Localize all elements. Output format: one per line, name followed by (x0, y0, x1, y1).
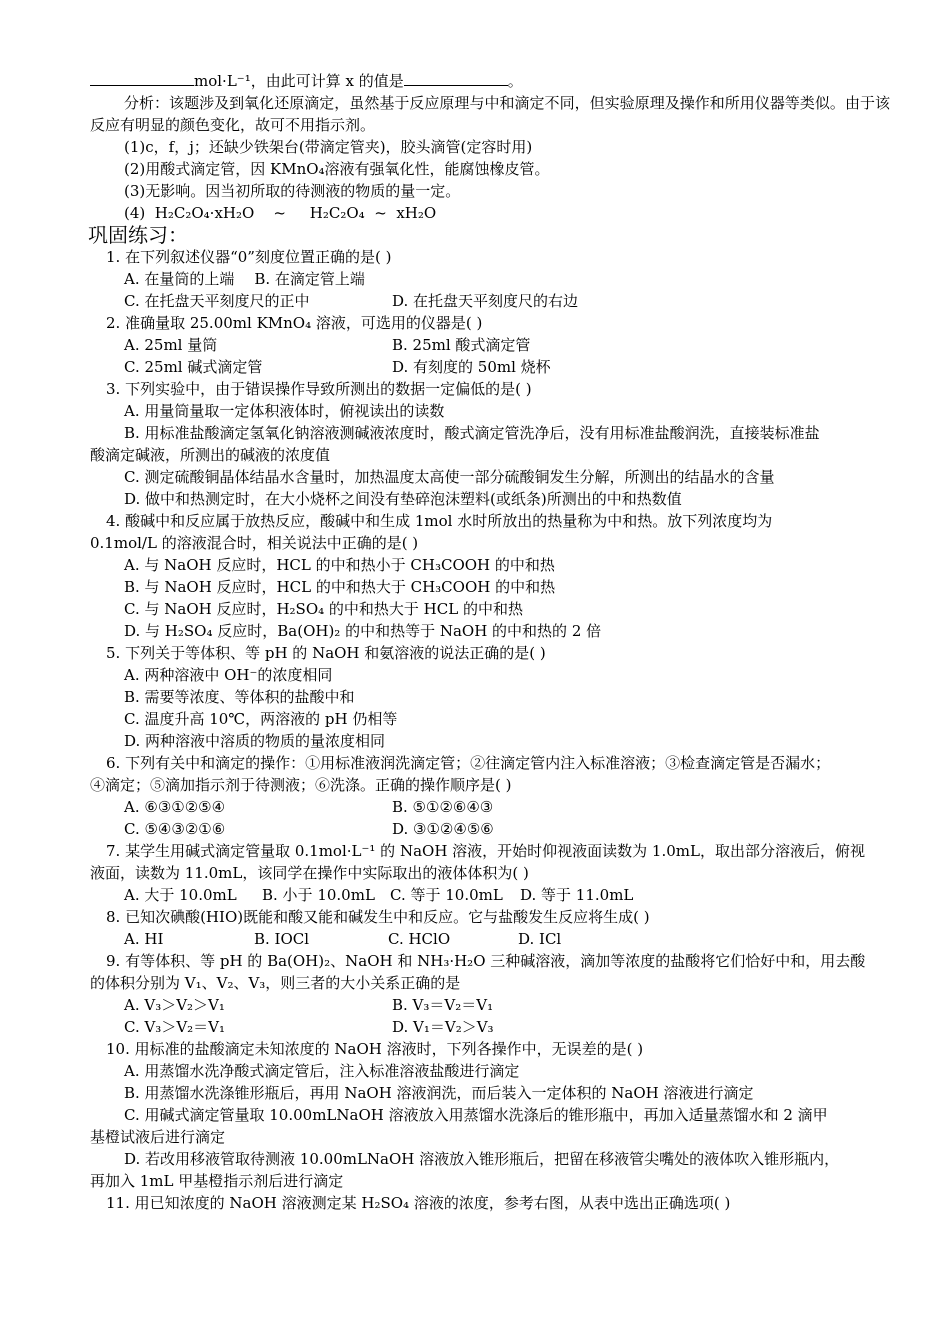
q9-option-d[interactable]: D. V₁＝V₂＞V₃ (392, 1018, 494, 1036)
q6-option-c[interactable]: C. ⑤④③②①⑥ (124, 820, 226, 838)
q5-option-c[interactable]: C. 温度升高 10℃，两溶液的 pH 仍相等 (124, 710, 398, 728)
q1-option-b[interactable]: B. 在滴定管上端 (254, 270, 365, 288)
q3-option-c[interactable]: C. 测定硫酸铜晶体结晶水含量时，加热温度太高使一部分硫酸铜发生分解，所测出的结晶水的含量 (124, 468, 775, 486)
q8-option-d[interactable]: D. ICl (518, 930, 562, 948)
q5-option-d[interactable]: D. 两种溶液中溶质的物质的量浓度相同 (124, 732, 386, 750)
q7-option-a[interactable]: A. 大于 10.0mL (124, 886, 237, 904)
answer-blank-line (90, 70, 890, 92)
question-9-stem-line1: 9. 有等体积、等 pH 的 Ba(OH)₂、NaOH 和 NH₃·H₂O 三种碱溶液，滴加等浓度的盐酸将它们恰好中和，用去酸 (106, 952, 866, 970)
q3-option-b-line1[interactable]: B. 用标准盐酸滴定氢氧化钠溶液测碱液浓度时，酸式滴定管洗净后，没有用标准盐酸润洗，直接装标准盐 (124, 424, 820, 442)
q3-option-d[interactable]: D. 做中和热测定时，在大小烧杯之间没有垫碎泡沫塑料(或纸条)所测出的中和热数值 (124, 490, 682, 508)
question-10-stem: 10. 用标准的盐酸滴定未知浓度的 NaOH 溶液时，下列各操作中，无误差的是( ) (106, 1040, 644, 1058)
question-9-options-ab (90, 994, 890, 1016)
section-heading: 巩固练习： (88, 223, 188, 247)
question-7-stem-line2: 液面，读数为 11.0mL，该同学在操作中实际取出的液体体积为( ) (90, 864, 529, 882)
q3-option-a[interactable]: A. 用量筒量取一定体积液体时，俯视读出的读数 (124, 402, 445, 420)
q4-option-a[interactable]: A. 与 NaOH 反应时，HCL 的中和热小于 CH₃COOH 的中和热 (124, 556, 555, 574)
q9-option-a[interactable]: A. V₃＞V₂＞V₁ (124, 996, 225, 1014)
q1-option-a[interactable]: A. 在量筒的上端 (124, 270, 235, 288)
document-page (90, 70, 890, 1214)
answer-blank-2[interactable] (404, 71, 508, 86)
q10-option-b[interactable]: B. 用蒸馏水洗涤锥形瓶后，再用 NaOH 溶液润洗，而后装入一定体积的 NaOH 溶液进行滴定 (124, 1084, 754, 1102)
q4-option-b[interactable]: B. 与 NaOH 反应时，HCL 的中和热大于 CH₃COOH 的中和热 (124, 578, 556, 596)
q5-option-a[interactable]: A. 两种溶液中 OH⁻的浓度相同 (124, 666, 333, 684)
question-8-options (90, 928, 890, 950)
question-4-stem-line2: 0.1mol/L 的溶液混合时，相关说法中正确的是( ) (90, 534, 419, 552)
question-2-options-ab (90, 334, 890, 356)
q8-option-c[interactable]: C. HClO (388, 930, 451, 948)
question-5-stem: 5. 下列关于等体积、等 pH 的 NaOH 和氨溶液的说法正确的是( ) (106, 644, 546, 662)
q2-option-c[interactable]: C. 25ml 碱式滴定管 (124, 358, 263, 376)
question-3-stem: 3. 下列实验中，由于错误操作导致所测出的数据一定偏低的是( ) (106, 380, 532, 398)
q4-option-d[interactable]: D. 与 H₂SO₄ 反应时，Ba(OH)₂ 的中和热等于 NaOH 的中和热的 2 倍 (124, 622, 602, 640)
q2-option-d[interactable]: D. 有刻度的 50ml 烧杯 (392, 358, 551, 376)
q3-option-b-line2[interactable]: 酸滴定碱液，所测出的碱液的浓度值 (90, 446, 331, 464)
analysis-point-1: (1)c，f，j；还缺少铁架台(带滴定管夹)，胶头滴管(定容时用) (124, 138, 533, 156)
question-7-stem-line1: 7. 某学生用碱式滴定管量取 0.1mol·L⁻¹ 的 NaOH 溶液，开始时仰视液面读数为 1.0mL，取出部分溶液后，俯视 (106, 842, 865, 860)
q10-option-d-line2[interactable]: 再加入 1mL 甲基橙指示剂后进行滴定 (90, 1172, 344, 1190)
q9-option-c[interactable]: C. V₃＞V₂＝V₁ (124, 1018, 226, 1036)
question-2-stem: 2. 准确量取 25.00ml KMnO₄ 溶液，可选用的仪器是( ) (106, 314, 483, 332)
q7-option-d[interactable]: D. 等于 11.0mL (520, 886, 634, 904)
q2-option-a[interactable]: A. 25ml 量筒 (124, 336, 218, 354)
question-4-stem-line1: 4. 酸碱中和反应属于放热反应，酸碱中和生成 1mol 水时所放出的热量称为中和热。放下列浓度均为 (106, 512, 773, 530)
q7-option-c[interactable]: C. 等于 10.0mL (390, 886, 503, 904)
analysis-point-2: (2)用酸式滴定管，因 KMnO₄溶液有强氧化性，能腐蚀橡皮管。 (124, 160, 550, 178)
q9-option-b[interactable]: B. V₃＝V₂＝V₁ (392, 996, 494, 1014)
question-8-stem: 8. 已知次碘酸(HIO)既能和酸又能和碱发生中和反应。它与盐酸发生反应将生成( ) (106, 908, 650, 926)
answer-blank-1[interactable] (90, 71, 194, 86)
q1-option-c[interactable]: C. 在托盘天平刻度尺的正中 (124, 292, 310, 310)
analysis-paragraph: 分析：该题涉及到氧化还原滴定，虽然基于反应原理与中和滴定不同，但实验原理及操作和所用仪器等类似。由于该反应有明显的颜色变化，故可不用指示剂。 (90, 94, 890, 134)
blank-line-text: mol·L⁻¹，由此可计算 x 的值是 (194, 72, 404, 90)
q8-option-b[interactable]: B. IOCl (254, 930, 310, 948)
q10-option-a[interactable]: A. 用蒸馏水洗净酸式滴定管后，注入标准溶液盐酸进行滴定 (124, 1062, 520, 1080)
q7-option-b[interactable]: B. 小于 10.0mL (262, 886, 375, 904)
q10-option-c-line1[interactable]: C. 用碱式滴定管量取 10.00mLNaOH 溶液放入用蒸馏水洗涤后的锥形瓶中，再加入适量蒸馏水和 2 滴甲 (124, 1106, 828, 1124)
question-2-options-cd (90, 356, 890, 378)
question-6-options-ab (90, 796, 890, 818)
q4-option-c[interactable]: C. 与 NaOH 反应时，H₂SO₄ 的中和热大于 HCL 的中和热 (124, 600, 523, 618)
q5-option-b[interactable]: B. 需要等浓度、等体积的盐酸中和 (124, 688, 355, 706)
analysis-point-3: (3)无影响。因当初所取的待测液的物质的量一定。 (124, 182, 461, 200)
question-9-stem-line2: 的体积分别为 V₁、V₂、V₃，则三者的大小关系正确的是 (90, 974, 461, 992)
q6-option-b[interactable]: B. ⑤①②⑥④③ (392, 798, 494, 816)
q2-option-b[interactable]: B. 25ml 酸式滴定管 (392, 336, 531, 354)
question-7-options (90, 884, 890, 906)
q1-option-d[interactable]: D. 在托盘天平刻度尺的右边 (392, 292, 579, 310)
q8-option-a[interactable]: A. HI (124, 930, 164, 948)
question-1-stem: 1. 在下列叙述仪器“0”刻度位置正确的是( ) (106, 248, 392, 266)
q6-option-a[interactable]: A. ⑥③①②⑤④ (124, 798, 226, 816)
blank-line-end: 。 (507, 72, 523, 90)
analysis-point-4: (4) H₂C₂O₄·xH₂O ~ H₂C₂O₄ ~ xH₂O (124, 204, 437, 222)
question-1-options-ab (90, 268, 890, 290)
q10-option-d-line1[interactable]: D. 若改用移液管取待测液 10.00mLNaOH 溶液放入锥形瓶后，把留在移液管尖嘴处的液体吹入锥形瓶内， (124, 1150, 840, 1168)
question-6-options-cd (90, 818, 890, 840)
q10-option-c-line2[interactable]: 基橙试液后进行滴定 (90, 1128, 226, 1146)
question-6-stem-line1: 6. 下列有关中和滴定的操作：①用标准液润洗滴定管；②往滴定管内注入标准溶液；③检查滴定管是否漏水； (106, 754, 831, 772)
question-11-stem: 11. 用已知浓度的 NaOH 溶液测定某 H₂SO₄ 溶液的浓度，参考右图，从表中选出正确选项( ) (106, 1194, 731, 1212)
question-6-stem-line2: ④滴定；⑤滴加指示剂于待测液；⑥洗涤。正确的操作顺序是( ) (90, 776, 512, 794)
q6-option-d[interactable]: D. ③①②④⑤⑥ (392, 820, 494, 838)
question-9-options-cd (90, 1016, 890, 1038)
question-1-options-cd (90, 290, 890, 312)
